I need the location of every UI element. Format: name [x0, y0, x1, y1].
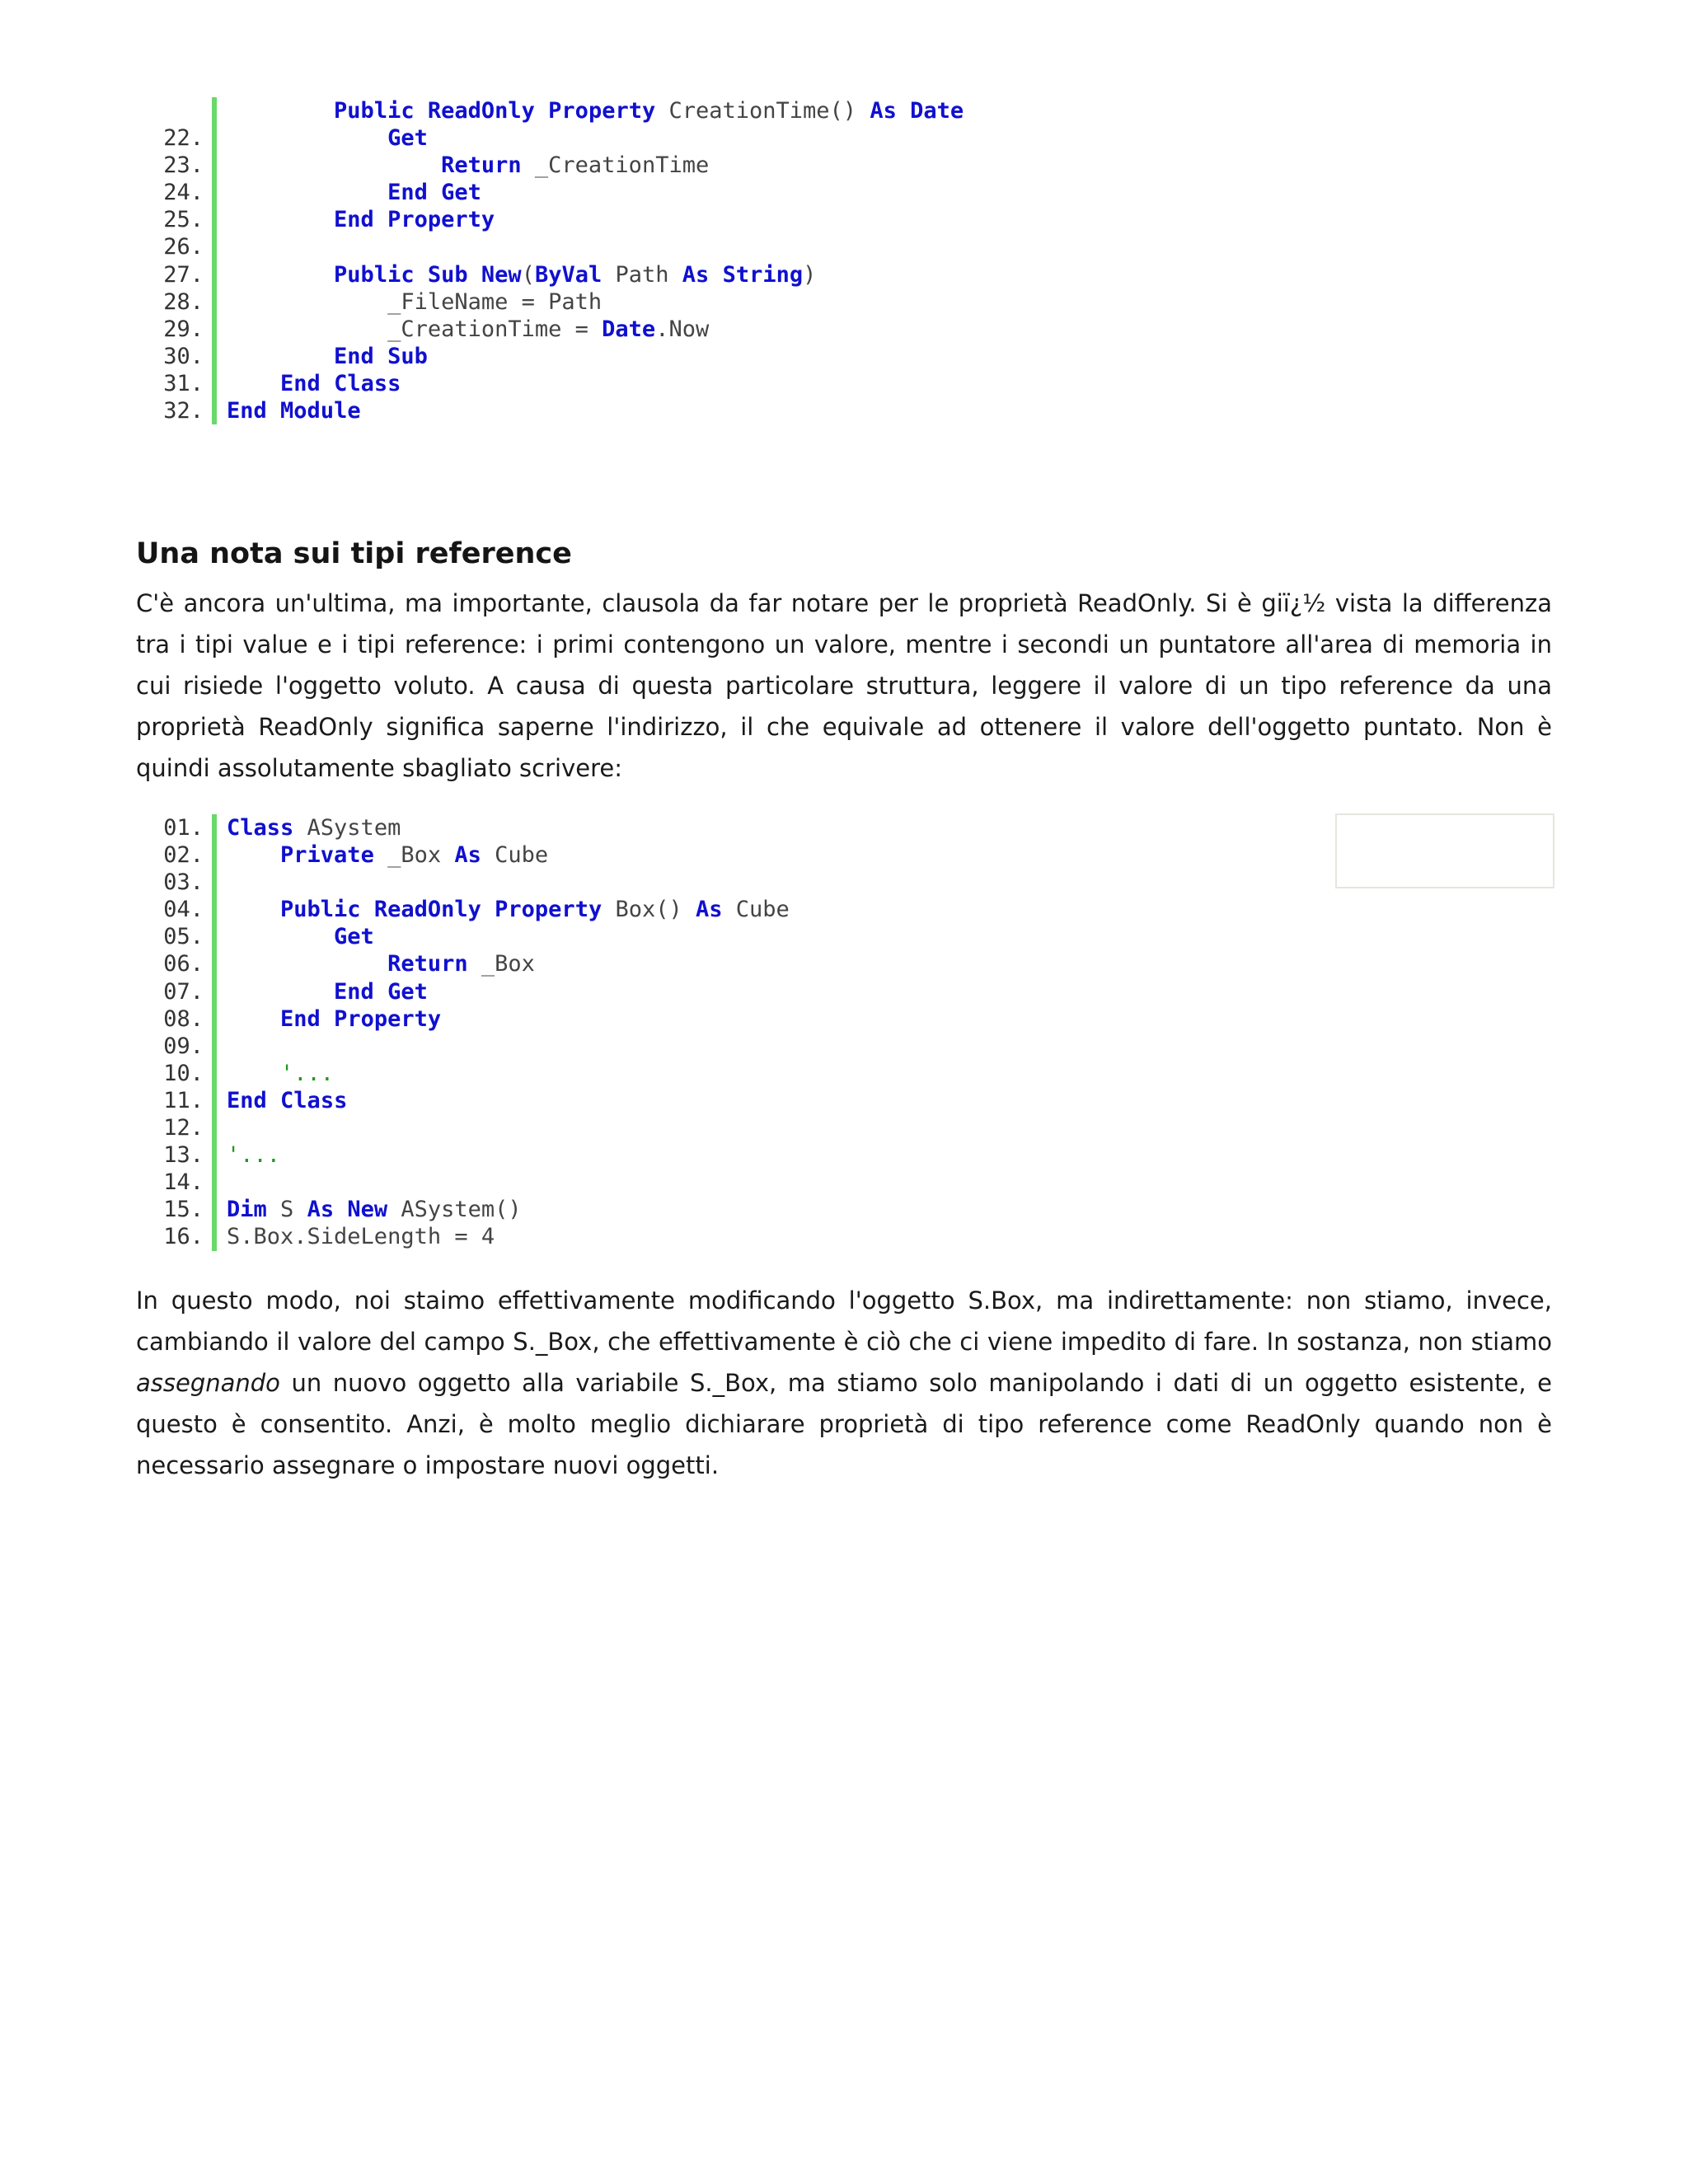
gutter-bar	[212, 1033, 217, 1060]
line-number: 12.	[163, 1115, 204, 1141]
line-number: 32.	[163, 398, 204, 424]
code-token	[267, 1088, 280, 1113]
code-token	[227, 1006, 280, 1032]
line-number: 07.	[163, 978, 204, 1005]
paragraph-2	[136, 1280, 1552, 1486]
code-text	[227, 950, 535, 977]
code-token	[374, 207, 387, 232]
code-keyword: As	[307, 1197, 335, 1223]
code-token	[227, 180, 387, 205]
code-keyword: Property	[548, 98, 656, 124]
ad-placeholder-box	[1335, 813, 1554, 888]
paragraph-2-text-end: un nuovo oggetto alla variabile S._Box, ma stiamo solo manipolando i dati di un oggetto esistente, e questo è consentito. Anzi, è molto meglio dichiarare proprietà di tipo reference come ReadOnly quando non è necessario assegnare o impostare nuovi oggetti.	[136, 1369, 1552, 1479]
gutter-bar	[212, 124, 217, 152]
line-number: 28.	[163, 288, 204, 315]
line-number: 08.	[163, 1005, 204, 1032]
code-line	[136, 1060, 790, 1087]
code-line	[136, 950, 790, 977]
code-keyword: New	[481, 261, 522, 288]
code-text	[227, 261, 816, 288]
gutter-bar	[212, 950, 217, 977]
gutter-bar	[212, 1141, 217, 1169]
gutter-bar	[212, 1196, 217, 1223]
code-keyword: Get	[441, 180, 481, 206]
code-token	[227, 842, 280, 868]
gutter-bar	[212, 206, 217, 233]
code-text	[227, 978, 428, 1005]
code-keyword: End	[227, 398, 267, 424]
code-token	[227, 924, 334, 949]
line-number: 14.	[163, 1169, 204, 1196]
code-keyword: End	[227, 1087, 267, 1113]
code-keyword: Private	[280, 842, 374, 869]
code-text	[227, 1005, 441, 1033]
gutter-bar	[212, 1005, 217, 1033]
code-keyword: Module	[280, 398, 361, 424]
gutter-bar	[212, 1169, 217, 1196]
code-token: S.Box.SideLength = 4	[227, 1224, 495, 1250]
code-block-1	[136, 97, 964, 424]
line-number: 26.	[163, 234, 204, 260]
gutter-bar	[212, 261, 217, 288]
code-text	[227, 179, 481, 206]
line-number: 03.	[163, 869, 204, 896]
code-token	[227, 979, 334, 1005]
line-number: 16.	[163, 1224, 204, 1250]
code-keyword: As	[682, 261, 710, 288]
code-line	[136, 1169, 790, 1196]
code-token: Cube	[481, 842, 549, 869]
code-line	[136, 923, 790, 950]
code-token	[227, 371, 280, 396]
gutter-bar	[212, 179, 217, 206]
code-keyword: Class	[280, 1087, 348, 1113]
code-keyword: Property	[387, 207, 495, 233]
code-keyword: Get	[334, 924, 374, 950]
line-number: 06.	[163, 951, 204, 977]
code-line	[136, 814, 790, 841]
code-line	[136, 1033, 790, 1060]
code-line	[136, 179, 964, 206]
code-token: (	[521, 261, 535, 288]
code-text	[227, 1141, 280, 1169]
code-token	[227, 897, 280, 922]
paragraph-2-text-start: In questo modo, noi staimo effettivamente modificando l'oggetto S.Box, ma indirettamente: non stiamo, invece, cambiando il valore del campo S._Box, che effettivamente è ciò che ci viene impedito di fare. In sostanza, non stiamo	[136, 1286, 1552, 1356]
code-line	[136, 233, 964, 260]
code-keyword: End	[334, 343, 374, 369]
code-keyword: Sub	[427, 261, 468, 288]
code-token	[321, 371, 334, 396]
code-keyword: Public	[280, 897, 361, 923]
code-text	[227, 152, 709, 179]
code-keyword: Class	[334, 370, 401, 396]
gutter-bar	[212, 343, 217, 370]
gutter-bar	[212, 233, 217, 260]
code-keyword: Date	[910, 98, 964, 124]
line-number: 25.	[163, 207, 204, 233]
gutter-bar	[212, 370, 217, 397]
code-line	[136, 869, 790, 896]
code-keyword: Sub	[387, 343, 428, 369]
line-number: 30.	[163, 343, 204, 369]
code-token: )	[803, 261, 817, 288]
code-token: _CreationTime =	[227, 316, 603, 342]
code-token	[267, 398, 280, 424]
code-line	[136, 261, 964, 288]
code-keyword: As	[696, 897, 723, 923]
code-token	[227, 207, 334, 232]
code-token	[227, 125, 387, 151]
code-keyword: End	[280, 1005, 321, 1032]
code-keyword: ByVal	[534, 261, 603, 288]
gutter-bar	[212, 1087, 217, 1114]
code-line	[136, 124, 964, 152]
gutter-bar	[212, 896, 217, 923]
line-number: 10.	[163, 1060, 204, 1086]
line-number: 15.	[163, 1197, 204, 1223]
code-token	[227, 98, 334, 124]
code-line	[136, 978, 790, 1005]
paragraph-1: C'è ancora un'ultima, ma importante, clausola da far notare per le proprietà ReadOnly. Si è giï¿½ vista la differenza tra i tipi value e i tipi reference: i primi contengono un valore, mentre i secondi un puntatore all'area di memoria in cui risiede l'oggetto voluto. A causa di questa particolare struttura, leggere il valore di un tipo reference da una proprietà ReadOnly significa saperne l'indirizzo, il che equivale ad ottenere il valore dell'oggetto puntato. Non è quindi assolutamente sbagliato scrivere:	[136, 589, 1552, 782]
gutter-bar	[212, 1114, 217, 1141]
code-block-2	[136, 814, 790, 1251]
code-token	[428, 180, 441, 205]
code-line	[136, 152, 964, 179]
code-token	[415, 98, 428, 124]
line-number: 11.	[163, 1087, 204, 1113]
code-token: _Box	[373, 842, 455, 869]
code-text	[227, 1196, 522, 1223]
code-token	[374, 979, 387, 1005]
line-number: 22.	[163, 125, 204, 152]
code-keyword: Get	[387, 978, 428, 1005]
code-token: ASystem	[293, 815, 401, 841]
code-text	[227, 288, 602, 316]
line-number: 01.	[163, 815, 204, 841]
code-keyword: ReadOnly	[427, 98, 535, 124]
code-line	[136, 288, 964, 316]
code-token	[481, 897, 495, 922]
code-line	[136, 1196, 790, 1223]
code-token	[227, 951, 387, 977]
code-line	[136, 370, 964, 397]
code-keyword: New	[347, 1197, 388, 1223]
code-line	[136, 1223, 790, 1250]
code-text	[227, 896, 790, 923]
code-token	[709, 262, 722, 288]
code-text	[227, 397, 361, 424]
line-number: 24.	[163, 180, 204, 206]
code-text	[227, 206, 495, 233]
gutter-bar	[212, 869, 217, 896]
code-token	[361, 897, 374, 922]
line-number: 04.	[163, 897, 204, 923]
code-keyword: ReadOnly	[373, 897, 481, 923]
code-keyword: Public	[334, 261, 415, 288]
code-keyword: Class	[227, 815, 294, 841]
code-line	[136, 397, 964, 424]
code-line	[136, 97, 964, 124]
code-text	[227, 97, 964, 124]
code-comment: '...	[227, 1060, 335, 1086]
paragraph-2-emphasis: assegnando	[136, 1369, 280, 1397]
code-token	[415, 262, 428, 288]
gutter-bar	[212, 316, 217, 343]
code-token	[468, 262, 481, 288]
code-token: S	[266, 1197, 307, 1223]
code-text	[227, 1060, 334, 1087]
code-token: ASystem()	[387, 1197, 522, 1223]
code-text	[227, 814, 401, 841]
code-keyword: Dim	[227, 1197, 267, 1223]
section-heading: Una nota sui tipi reference	[136, 537, 572, 570]
code-token	[334, 1197, 347, 1222]
code-line	[136, 1141, 790, 1169]
code-token	[374, 344, 387, 369]
gutter-bar	[212, 978, 217, 1005]
code-token: CreationTime()	[655, 98, 870, 124]
code-text	[227, 1087, 347, 1114]
code-keyword: Get	[387, 125, 428, 152]
gutter-bar	[212, 923, 217, 950]
code-keyword: End	[280, 370, 321, 396]
gutter-bar	[212, 841, 217, 869]
code-line	[136, 896, 790, 923]
line-number	[136, 97, 212, 124]
code-keyword: Property	[495, 897, 603, 923]
code-keyword: End	[334, 207, 374, 233]
code-line	[136, 841, 790, 869]
code-text	[227, 841, 548, 869]
line-number: 27.	[163, 261, 204, 288]
code-text	[227, 923, 374, 950]
gutter-bar	[212, 97, 217, 124]
code-token	[321, 1006, 334, 1032]
code-keyword: Property	[334, 1005, 442, 1032]
code-token	[227, 344, 334, 369]
code-token	[535, 98, 548, 124]
code-keyword: End	[334, 978, 374, 1005]
gutter-bar	[212, 814, 217, 841]
code-token: _FileName = Path	[227, 288, 603, 315]
line-number: 29.	[163, 316, 204, 342]
code-line	[136, 1005, 790, 1033]
code-text	[227, 316, 709, 343]
code-keyword: Return	[387, 951, 468, 977]
code-token	[897, 98, 910, 124]
line-number: 05.	[163, 924, 204, 950]
code-line	[136, 1087, 790, 1114]
code-text	[227, 343, 428, 370]
gutter-bar	[212, 152, 217, 179]
code-line	[136, 1114, 790, 1141]
code-keyword: Return	[441, 152, 522, 179]
code-line	[136, 206, 964, 233]
code-comment: '...	[227, 1142, 281, 1169]
code-text	[227, 124, 428, 152]
code-token: .Now	[655, 316, 710, 342]
line-number: 09.	[163, 1033, 204, 1059]
code-token: Box()	[602, 897, 696, 923]
line-number: 13.	[163, 1142, 204, 1169]
gutter-bar	[212, 397, 217, 424]
line-number: 02.	[163, 842, 204, 869]
code-keyword: As	[454, 842, 481, 869]
code-token: Path	[602, 261, 682, 288]
code-token: _CreationTime	[521, 152, 710, 179]
code-text	[227, 1223, 495, 1250]
code-keyword: String	[722, 261, 804, 288]
gutter-bar	[212, 288, 217, 316]
code-text	[227, 370, 401, 397]
code-keyword: End	[387, 180, 428, 206]
code-keyword: As	[870, 98, 897, 124]
code-token	[227, 152, 441, 178]
line-number: 23.	[163, 152, 204, 179]
code-keyword: Public	[334, 98, 415, 124]
gutter-bar	[212, 1060, 217, 1087]
code-line	[136, 343, 964, 370]
code-keyword: Date	[602, 316, 656, 342]
gutter-bar	[212, 1223, 217, 1250]
code-token: _Box	[467, 951, 535, 977]
code-token	[227, 262, 334, 288]
code-line	[136, 316, 964, 343]
code-token: Cube	[722, 897, 790, 923]
line-number: 31.	[163, 370, 204, 396]
